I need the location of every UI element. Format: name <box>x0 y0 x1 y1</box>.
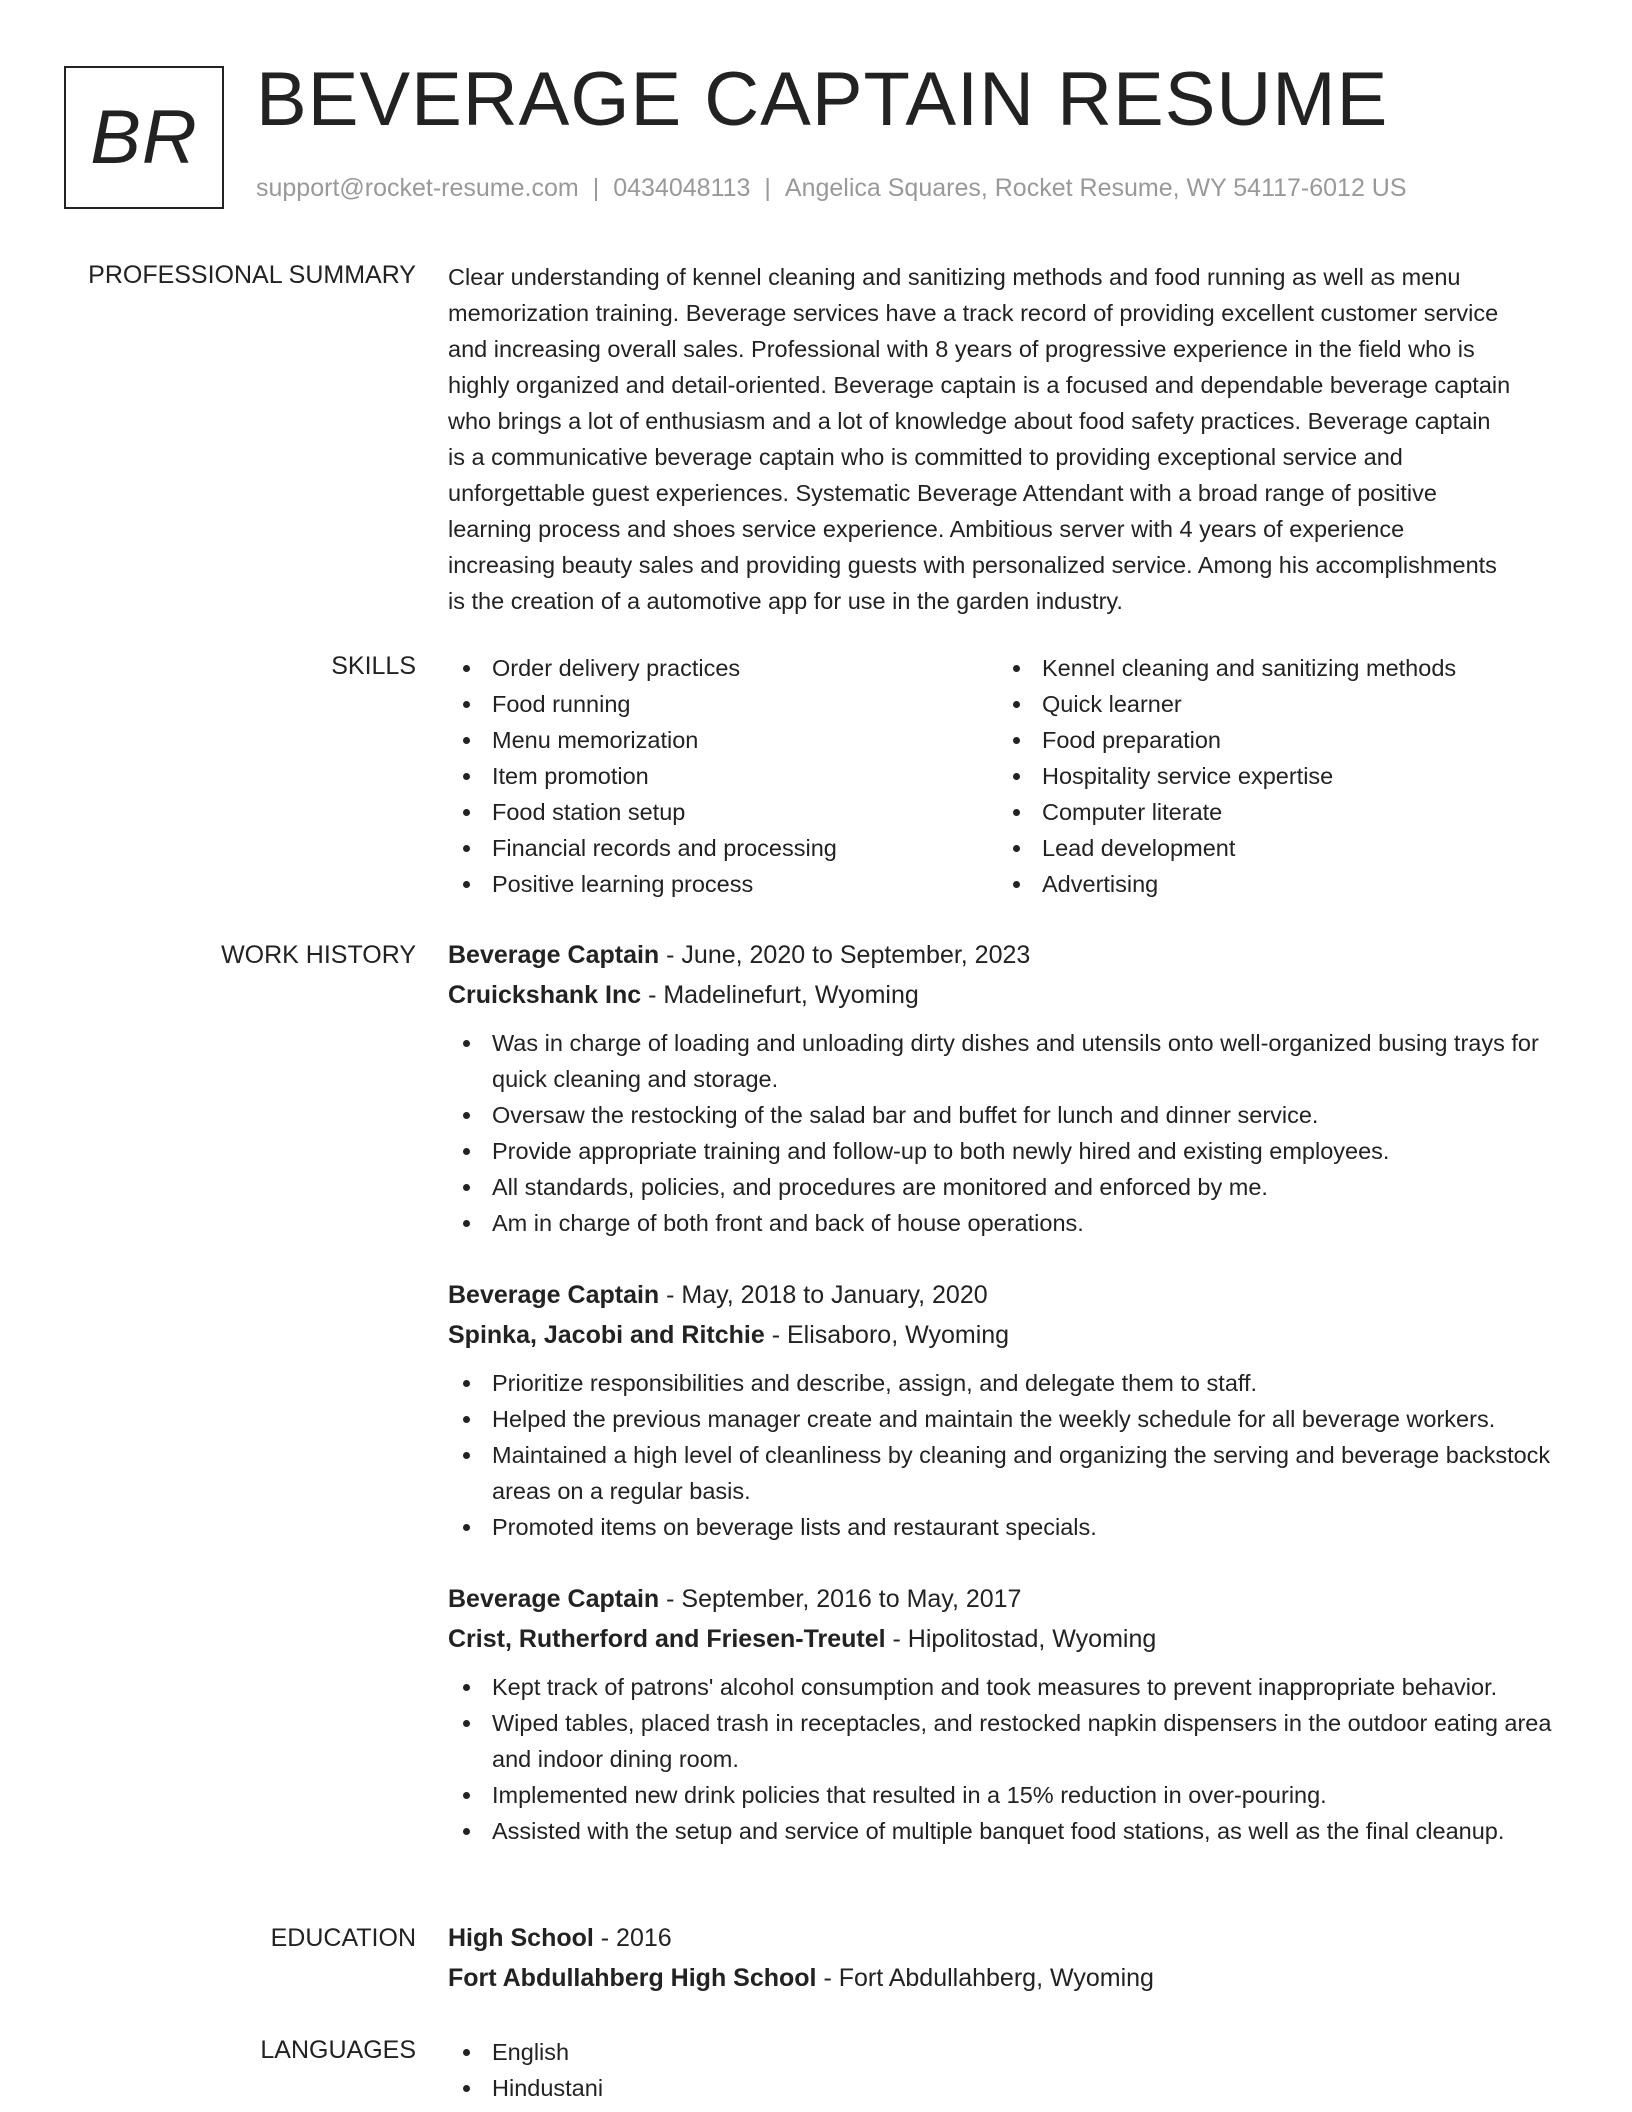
job-title-line <box>448 935 1568 975</box>
monogram-text: BR <box>90 95 198 180</box>
job-duty: Provide appropriate training and follow-up to both newly hired and existing employees. <box>448 1133 1568 1169</box>
language-item: Hindustani <box>448 2070 1568 2106</box>
monogram-logo <box>64 66 224 209</box>
education-school-line <box>448 1958 1568 1998</box>
contact-line <box>256 174 1407 203</box>
job-duty: Maintained a high level of cleanliness by cleaning and organizing the serving and beverage backstock areas on a regular basis. <box>448 1437 1568 1509</box>
summary-line: is a communicative beverage captain who is committed to providing exceptional service and <box>448 444 1403 470</box>
job-company: Crist, Rutherford and Friesen-Treutel <box>448 1625 886 1653</box>
summary-text <box>448 259 1568 619</box>
job-location: - Madelinefurt, Wyoming <box>641 981 919 1009</box>
contact-address: Angelica Squares, Rocket Resume, WY 54117-6012 US <box>784 174 1407 202</box>
education-degree-line <box>448 1918 1568 1958</box>
job-duty: Assisted with the setup and service of multiple banquet food stations, as well as the final cleanup. <box>448 1813 1568 1849</box>
summary-line: is the creation of a automotive app for use in the garden industry. <box>448 588 1123 614</box>
job-company-line <box>448 975 1568 1015</box>
skills-list-right <box>998 650 1548 902</box>
skill-item: Financial records and processing <box>448 830 998 866</box>
skill-item: Lead development <box>998 830 1548 866</box>
skills-columns <box>448 650 1568 902</box>
work-history-body <box>448 935 1568 1883</box>
job-duty: Was in charge of loading and unloading dirty dishes and utensils onto well-organized busing trays for quick cleaning and storage. <box>448 1025 1568 1097</box>
summary-line: memorization training. Beverage services have a track record of providing excellent customer service <box>448 300 1499 326</box>
skill-item: Positive learning process <box>448 866 998 902</box>
job-duties <box>448 1365 1568 1545</box>
education-degree: High School <box>448 1924 594 1952</box>
job-company: Spinka, Jacobi and Ritchie <box>448 1321 765 1349</box>
job-duty: Prioritize responsibilities and describe, assign, and delegate them to staff. <box>448 1365 1568 1401</box>
job-duty: Promoted items on beverage lists and restaurant specials. <box>448 1509 1568 1545</box>
summary-line: highly organized and detail-oriented. Beverage captain is a focused and dependable beverage captain <box>448 372 1511 398</box>
summary-line: and increasing overall sales. Professional with 8 years of progressive experience in the field who is <box>448 336 1475 362</box>
languages-list <box>448 2034 1568 2106</box>
job-title: Beverage Captain <box>448 941 660 969</box>
education-location: - Fort Abdullahberg, Wyoming <box>816 1964 1154 1992</box>
job-entry <box>448 1275 1568 1545</box>
skills-list-left <box>448 650 998 902</box>
summary-line: who brings a lot of enthusiasm and a lot of knowledge about food safety practices. Beverage captain <box>448 408 1491 434</box>
skill-item: Food preparation <box>998 722 1548 758</box>
skill-item: Food running <box>448 686 998 722</box>
contact-separator: | <box>592 174 600 202</box>
contact-separator: | <box>764 174 771 202</box>
skill-item: Menu memorization <box>448 722 998 758</box>
summary-line: unforgettable guest experiences. Systematic Beverage Attendant with a broad range of positive <box>448 480 1437 506</box>
contact-email[interactable]: support@rocket-resume.com <box>256 174 579 202</box>
languages-body <box>448 2034 1568 2106</box>
job-title-line <box>448 1275 1568 1315</box>
job-title-line <box>448 1579 1568 1619</box>
education-body <box>448 1918 1568 1998</box>
job-duty: Am in charge of both front and back of house operations. <box>448 1205 1568 1241</box>
job-duty: Oversaw the restocking of the salad bar and buffet for lunch and dinner service. <box>448 1097 1568 1133</box>
skill-item: Quick learner <box>998 686 1548 722</box>
job-duty: Helped the previous manager create and maintain the weekly schedule for all beverage workers. <box>448 1401 1568 1437</box>
skill-item: Food station setup <box>448 794 998 830</box>
job-duties <box>448 1025 1568 1241</box>
job-duty: Implemented new drink policies that resulted in a 15% reduction in over-pouring. <box>448 1777 1568 1813</box>
language-item: English <box>448 2034 1568 2070</box>
job-location: - Hipolitostad, Wyoming <box>885 1625 1157 1653</box>
contact-phone[interactable]: 0434048113 <box>613 174 751 202</box>
job-company-line <box>448 1315 1568 1355</box>
summary-line: Clear understanding of kennel cleaning and sanitizing methods and food running as well as menu <box>448 264 1461 290</box>
section-label-summary: PROFESSIONAL SUMMARY <box>88 261 416 289</box>
summary-line: learning process and shoes service experience. Ambitious server with 4 years of experience <box>448 516 1405 542</box>
skill-item: Order delivery practices <box>448 650 998 686</box>
job-entry <box>448 1579 1568 1849</box>
job-duty: Kept track of patrons' alcohol consumption and took measures to prevent inappropriate behavior. <box>448 1669 1568 1705</box>
education-school: Fort Abdullahberg High School <box>448 1964 817 1992</box>
job-duty: All standards, policies, and procedures are monitored and enforced by me. <box>448 1169 1568 1205</box>
resume-title: BEVERAGE CAPTAIN RESUME <box>256 57 1389 142</box>
section-label-work-history: WORK HISTORY <box>221 941 416 969</box>
job-company-line <box>448 1619 1568 1659</box>
summary-line: increasing beauty sales and providing guests with personalized service. Among his accomplishments <box>448 552 1497 578</box>
job-dates: - May, 2018 to January, 2020 <box>659 1281 988 1309</box>
skill-item: Item promotion <box>448 758 998 794</box>
section-label-skills: SKILLS <box>331 652 416 680</box>
skill-item: Computer literate <box>998 794 1548 830</box>
job-duty: Wiped tables, placed trash in receptacles, and restocked napkin dispensers in the outdoor eating area and indoor dining room. <box>448 1705 1568 1777</box>
skill-item: Hospitality service expertise <box>998 758 1548 794</box>
job-duties <box>448 1669 1568 1849</box>
job-title: Beverage Captain <box>448 1585 660 1613</box>
job-company: Cruickshank Inc <box>448 981 642 1009</box>
skill-item: Advertising <box>998 866 1548 902</box>
section-label-education: EDUCATION <box>270 1924 416 1952</box>
section-label-languages: LANGUAGES <box>260 2036 416 2064</box>
skill-item: Kennel cleaning and sanitizing methods <box>998 650 1548 686</box>
job-entry <box>448 935 1568 1241</box>
education-year: - 2016 <box>593 1924 672 1952</box>
job-dates: - September, 2016 to May, 2017 <box>659 1585 1022 1613</box>
job-location: - Elisaboro, Wyoming <box>764 1321 1010 1349</box>
job-dates: - June, 2020 to September, 2023 <box>659 941 1031 969</box>
job-title: Beverage Captain <box>448 1281 660 1309</box>
